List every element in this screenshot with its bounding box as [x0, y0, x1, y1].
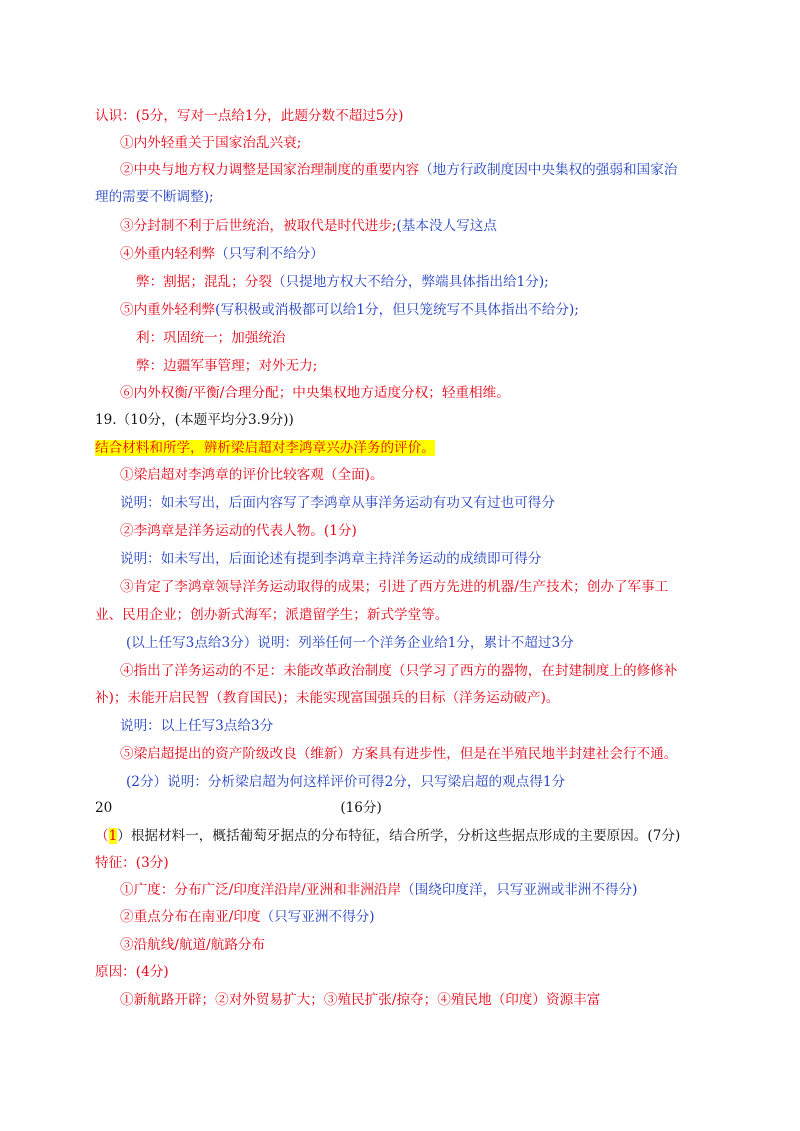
text: ①新航路开辟；②对外贸易扩大；③殖民扩张/掠夺；④殖民地（印度）资源丰富 — [120, 992, 601, 1008]
text: （只写利不给分） — [215, 246, 324, 262]
line-point-2-cont — [95, 187, 214, 207]
line-point-1 — [120, 133, 301, 153]
text: ②中央与地方权力调整是国家治理制度的重要内容 — [120, 162, 420, 178]
line-q19-note-5 — [126, 772, 565, 792]
text: 结合材料和所学，辨析梁启超对李鸿章兴办洋务的评价。 — [95, 440, 435, 456]
line-feature-3 — [120, 935, 265, 955]
text: ⑤梁启超提出的资产阶级改良（维新）方案具有进步性，但是在半殖民地半封建社会行不通。 — [120, 746, 678, 762]
line-q19-header — [95, 410, 294, 430]
line-q19-point-1 — [120, 465, 384, 485]
text: 补)；未能开启民智（教育国民)；未能实现富国强兵的目标（洋务运动破产)。 — [95, 690, 560, 706]
text: 说明：以上任写3点给3分 — [120, 718, 274, 734]
text: （地方行政制度因中央集权的强弱和国家治 — [419, 162, 678, 178]
line-q19-question — [95, 438, 435, 458]
text: ②重点分布在南亚/印度 — [120, 909, 261, 925]
line-q19-point-3 — [120, 577, 668, 597]
text: ③肯定了李鸿章领导洋务运动取得的成果；引进了西方先进的机器/生产技术；创办了军事工 — [120, 579, 669, 595]
line-q19-note-4 — [120, 716, 273, 736]
line-q19-note-3 — [126, 633, 574, 653]
line-recognition-header — [95, 106, 403, 126]
line-q19-note-1 — [120, 493, 555, 513]
line-point-2 — [120, 160, 677, 180]
line-feature-header — [95, 853, 169, 873]
text: 说明：如未写出，后面内容写了李鸿章从事洋务运动有功又有过也可得分 — [120, 495, 555, 511]
text: (2分）说明：分析梁启超为何这样评价可得2分，只写梁启超的观点得1分 — [126, 774, 566, 790]
text: ）根据材料一，概括葡萄牙据点的分布特征，结合所学，分析这些据点形成的主要原因。(7分) — [117, 828, 681, 844]
text: (写积极或消极都可以给1分，但只笼统写不具体指出不给分); — [215, 302, 579, 318]
text: ①广度：分布广泛/印度洋沿岸/亚洲和非洲沿岸 — [120, 882, 402, 898]
text: ③沿航线/航道/航路分布 — [120, 937, 266, 953]
text: ⑤内重外轻利弊 — [120, 302, 216, 318]
text: 理的需要不断调整); — [95, 189, 214, 205]
line-reason-1 — [120, 990, 600, 1010]
text: 弊：割据；混乱；分裂 — [136, 274, 272, 290]
line-q19-point-5 — [120, 744, 677, 764]
text: ④指出了洋务运动的不足：未能改革政治制度（只学习了西方的器物，在封建制度上的修修补 — [120, 663, 678, 679]
text: 认识：(5分，写对一点给1分，此题分数不超过5分) — [95, 108, 404, 124]
text: （ — [95, 828, 109, 844]
line-q20-question — [95, 826, 680, 846]
line-point-3 — [120, 216, 497, 236]
text: （只写亚洲不得分) — [260, 909, 375, 925]
text: (基本没人写这点 — [396, 218, 497, 234]
line-feature-1 — [120, 880, 637, 900]
text: 说明：如未写出，后面论述有提到李鸿章主持洋务运动的成绩即可得分 — [120, 551, 542, 567]
text: ①内外轻重关于国家治乱兴衰; — [120, 135, 302, 151]
line-point-6 — [120, 383, 510, 403]
text: 业、民用企业；创办新式海军；派遣留学生；新式学堂等。 — [95, 607, 449, 623]
line-q19-point-3-cont — [95, 605, 448, 625]
line-point-5-benefit — [136, 328, 286, 348]
line-feature-2 — [120, 907, 375, 927]
line-q19-point-4 — [120, 661, 677, 681]
text: （只提地方权大不给分，弊端具体指出给1分); — [271, 274, 549, 290]
line-point-4-drawback — [136, 272, 549, 292]
text: 特征：(3分) — [95, 855, 169, 871]
text: ⑥内外权衡/平衡/合理分配；中央集权地方适度分权；轻重相维。 — [120, 385, 510, 401]
text: 原因：(4分) — [95, 964, 169, 980]
line-point-5 — [120, 300, 579, 320]
line-point-5-drawback — [136, 356, 317, 376]
line-q19-point-4-cont — [95, 688, 560, 708]
text: 20 — [95, 800, 113, 816]
text: 利：巩固统一；加强统治 — [136, 330, 286, 346]
text: ①梁启超对李鸿章的评价比较客观（全面)。 — [120, 467, 384, 483]
line-q19-note-2 — [120, 549, 541, 569]
line-reason-header — [95, 962, 169, 982]
text: 1 — [108, 828, 118, 844]
text: 19.（10分，(本题平均分3.9分)) — [95, 412, 294, 428]
line-point-4 — [120, 244, 324, 264]
text: ③分封制不利于后世统治，被取代是时代进步; — [120, 218, 397, 234]
line-q19-point-2 — [120, 521, 357, 541]
line-q20-header — [95, 798, 382, 818]
text: ②李鸿章是洋务运动的代表人物。(1分) — [120, 523, 357, 539]
text: ④外重内轻利弊 — [120, 246, 216, 262]
text: 弊：边疆军事管理；对外无力; — [136, 358, 318, 374]
text: (16分) — [340, 800, 382, 816]
text: （围绕印度洋，只写亚洲或非洲不得分) — [401, 882, 638, 898]
text: (以上任写3点给3分）说明：列举任何一个洋务企业给1分，累计不超过3分 — [126, 635, 574, 651]
